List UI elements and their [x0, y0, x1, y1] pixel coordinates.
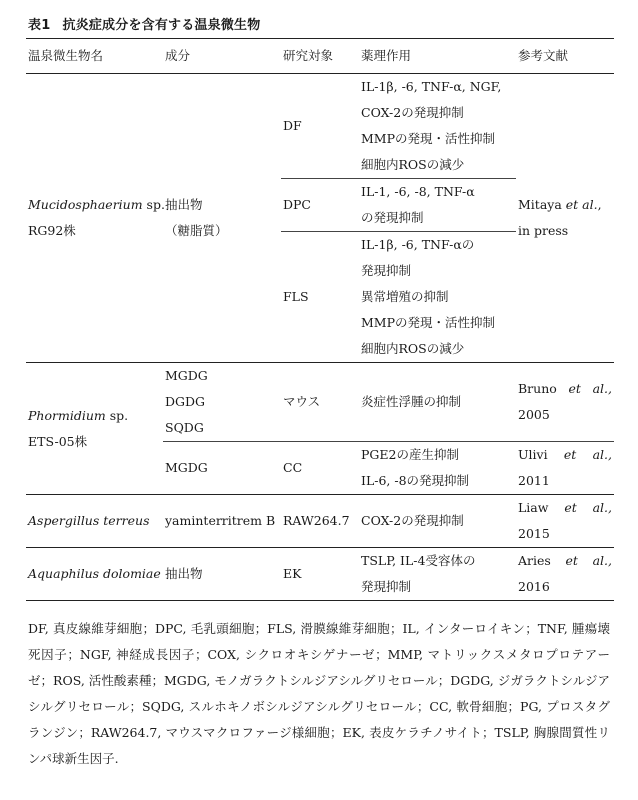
component-cell: yaminterritrem B — [163, 495, 281, 548]
target-cell: DF — [281, 74, 359, 179]
target-cell: RAW264.7 — [281, 495, 359, 548]
organism-name: Mucidosphaerium — [28, 197, 143, 212]
reference-cell: Bruno et al., 2005 — [516, 363, 614, 442]
organism-cell — [26, 495, 163, 548]
component-cell: MGDG DGDG SQDG — [163, 363, 281, 442]
table-caption — [28, 14, 260, 33]
reference-cell: Aries et al., 2016 — [516, 548, 614, 601]
organism-name: Phormidium — [28, 407, 106, 423]
effect-cell: COX-2の発現抑制 — [359, 495, 516, 548]
table-row — [26, 495, 614, 548]
component-cell: MGDG — [163, 442, 281, 495]
header-organism: 温泉微生物名 — [26, 39, 163, 74]
table-title: 抗炎症成分を含有する温泉微生物 — [62, 18, 261, 33]
table-number: 表1 — [28, 18, 51, 33]
component-cell: 抽出物 — [163, 548, 281, 601]
organism-strain: RG92株 — [28, 223, 76, 238]
organism-strain: ETS-05株 — [28, 433, 88, 449]
header-target: 研究対象 — [281, 39, 359, 74]
effect-cell: IL-1β, -6, TNF-α, NGF, COX-2の発現抑制 MMPの発現・活性抑制 細胞内ROSの減少 — [359, 74, 516, 179]
target-cell: DPC — [281, 179, 359, 232]
hot-spring-microbe-table — [26, 38, 614, 601]
header-component: 成分 — [163, 39, 281, 74]
organism-cell: Mucidosphaerium sp. RG92株 — [26, 74, 163, 363]
target-cell: FLS — [281, 232, 359, 363]
target-cell: CC — [281, 442, 359, 495]
reference-cell: Mitaya et al., in press — [516, 74, 614, 363]
organism-cell — [26, 548, 163, 601]
reference-cell: Ulivi et al., 2011 — [516, 442, 614, 495]
table-row — [26, 74, 614, 179]
header-row — [26, 39, 614, 74]
table-footnote: DF, 真皮線維芽細胞；DPC, 毛乳頭細胞；FLS, 滑膜線維芽細胞；IL, インターロイキン；TNF, 腫瘍壊死因子；NGF, 神経成長因子；COX, シクロオキシゲナーゼ；MMP, マトリックスメタロプロテアーゼ；ROS, 活性酸素種；MGDG, モノガラクトシルジアシルグリセロール；DGDG, ジガラクトシルジアシルグリセロール；SQDG, スルホキノボシルジアシルグリセロール；CC, 軟骨細胞；PG, プロスタグランジン；RAW264.7, マウスマクロファージ様細胞；EK, 表皮ケラチノサイト；TSLP, 胸腺間質性リンパ球新生因子. — [28, 621, 610, 766]
organism-name: Aquaphilus dolomiae — [28, 566, 161, 581]
organism-cell: Phormidium sp. ETS-05株 — [26, 363, 163, 495]
effect-cell: 炎症性浮腫の抑制 — [359, 363, 516, 442]
effect-cell: IL-1β, -6, TNF-αの 発現抑制 異常増殖の抑制 MMPの発現・活性抑制 細胞内ROSの減少 — [359, 232, 516, 363]
table-row — [26, 363, 614, 442]
reference-cell: Liaw et al., 2015 — [516, 495, 614, 548]
header-effect: 薬理作用 — [359, 39, 516, 74]
effect-cell: IL-1, -6, -8, TNF-α の発現抑制 — [359, 179, 516, 232]
effect-cell: PGE2の産生抑制 IL-6, -8の発現抑制 — [359, 442, 516, 495]
header-reference: 参考文献 — [516, 39, 614, 74]
table-row — [26, 548, 614, 601]
component-cell: 抽出物 （糖脂質） — [163, 74, 281, 363]
organism-name: Aspergillus terreus — [28, 513, 150, 528]
effect-cell: TSLP, IL-4受容体の 発現抑制 — [359, 548, 516, 601]
target-cell: マウス — [281, 363, 359, 442]
target-cell: EK — [281, 548, 359, 601]
